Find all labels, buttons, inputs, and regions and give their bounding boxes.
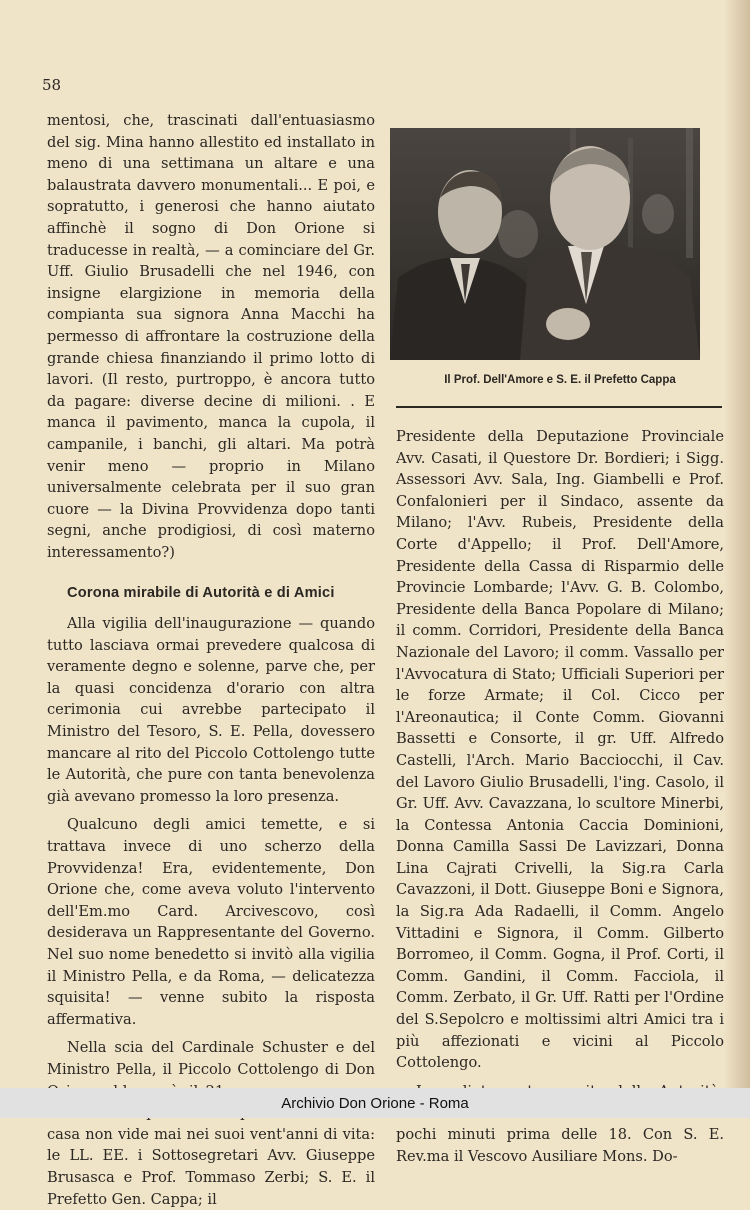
photograph xyxy=(390,128,700,360)
paragraph: Nella scia del Cardinale Schuster e del Ministro Pella, il Piccolo Cottolengo di Don casa non vide mai nei suoi vent'anni di vita: le LL. EE. i Sottosegretari Avv. Giuseppe Brusasca e Prof. Tommaso Zerbi; S. E. il Prefetto Gen. Cappa; il xyxy=(47,1039,375,1208)
right-column xyxy=(396,426,724,1167)
archive-footer: Archivio Don Orione - Roma xyxy=(0,1088,750,1118)
divider-rule xyxy=(396,406,722,408)
paragraph: pochi minuti prima delle 18. Con S. E. Rev.ma il Vescovo Ausiliare Mons. Do- xyxy=(396,1126,724,1165)
paragraph: Qualcuno degli amici temette, e si trattava invece di uno scherzo della Provvidenza! Era, evidentemente, Don Orione che, come aveva voluto l'intervento dell'Em.mo Card. Arcivescovo, così desiderava un Rappresentante del Governo. Nel suo nome benedetto si invitò alla vigilia il Ministro Pella, e da Roma, — delicatezza squisita! — venne subito la risposta affermativa. xyxy=(47,816,375,1028)
left-column xyxy=(47,110,375,1210)
section-heading: Corona mirabile di Autorità e di Amici xyxy=(67,585,335,602)
page-number: 58 xyxy=(42,76,62,94)
paragraph: Presidente della Deputazione Provinciale Avv. Casati, il Questore Dr. Bordieri; i Sigg. Assessori Avv. Sala, Ing. Giambelli e Prof. Confalonieri per il Sindaco, assente da Milano; l'Avv. Rubeis, Presidente della Corte d'Appello; il Prof. Dell'Amore, Presidente della Cassa di Risparmio delle Provincie Lombarde; l'Avv. G. B. Colombo, Presidente della Banca Popolare di Milano; il comm. Corridori, Presidente della Banca Nazionale del Lavoro; il comm. Vassallo per l'Avvocatura di Stato; Ufficiali Superiori per le forze Armate; il Col. Cicco per l'Areonautica; il Conte Comm. Giovanni Bassetti e Consorte, il gr. Uff. Alfredo Castelli, l'Arch. Mario Bacciocchi, il Cav. del Lavoro Giulio Brusadelli, l'ing. Casolo, il Gr. Uff. Avv. Cavazzana, lo scultore Minerbi, la Contessa Antonia Caccia Dominioni, Donna Camilla Sassi De Lavizzari, Donna Lina Cajrati Crivelli, la Sig.ra Carla Cavazzoni, il Dott. Giuseppe Boni e Signora, la Sig.ra Ada Radaelli, il Comm. Angelo Vittadini e Signora, il Comm. Gilberto Borromeo, il Comm. Gogna, il Prof. Corti, il Comm. Gandini, il Comm. Facciola, il Comm. Zerbato, il Gr. Uff. Ratti per l'Ordine del S.Sepolcro e moltissimi altri Amici tra i più affezionati e vicini al Piccolo Cottolengo. xyxy=(396,428,724,1072)
page-edge-shadow xyxy=(724,0,750,1088)
paragraph: mentosi, che, trascinati dall'entuasiasmo del sig. Mina hanno allestito ed installato in meno di una settimana un altare e una balaustrata davvero monumentali... E poi, e sopratutto, i generosi che hanno aiutato affinchè il sogno di Don Orione si traducesse in realtà, — a cominciare del Gr. Uff. Giulio Brusadelli che nel 1946, con insigne elargizione in memoria della compianta sua signora Anna Macchi ha permesso di affrontare la costruzione della grande chiesa finanziando il primo lotto di lavori. (Il resto, purtroppo, è ancora tutto da pagare: diverse decine di milioni. . E manca il pavimento, manca la cupola, il campanile, i banchi, gli altari. Ma potrà venir meno — proprio in Milano universalmente celebrata per il suo gran cuore — la Divina Provvidenza dopo tanti segni, anche prodigiosi, di così materno interessamento?) xyxy=(47,112,375,561)
photo-illustration xyxy=(390,128,700,360)
photo-caption: Il Prof. Dell'Amore e S. E. il Prefetto Cappa xyxy=(444,374,676,386)
paragraph: Alla vigilia dell'inaugurazione — quando tutto lasciava ormai prevedere qualcosa di veramente degno e solenne, parve che, per la quasi concidenza d'orario con altra cerimonia cui avrebbe partecipato il Ministro del Tesoro, S. E. Pella, dovessero mancare al rito del Piccolo Cottolengo tutte le Autorità, che pure con tanta benevolenza già avevano promesso la loro presenza. xyxy=(47,615,375,805)
